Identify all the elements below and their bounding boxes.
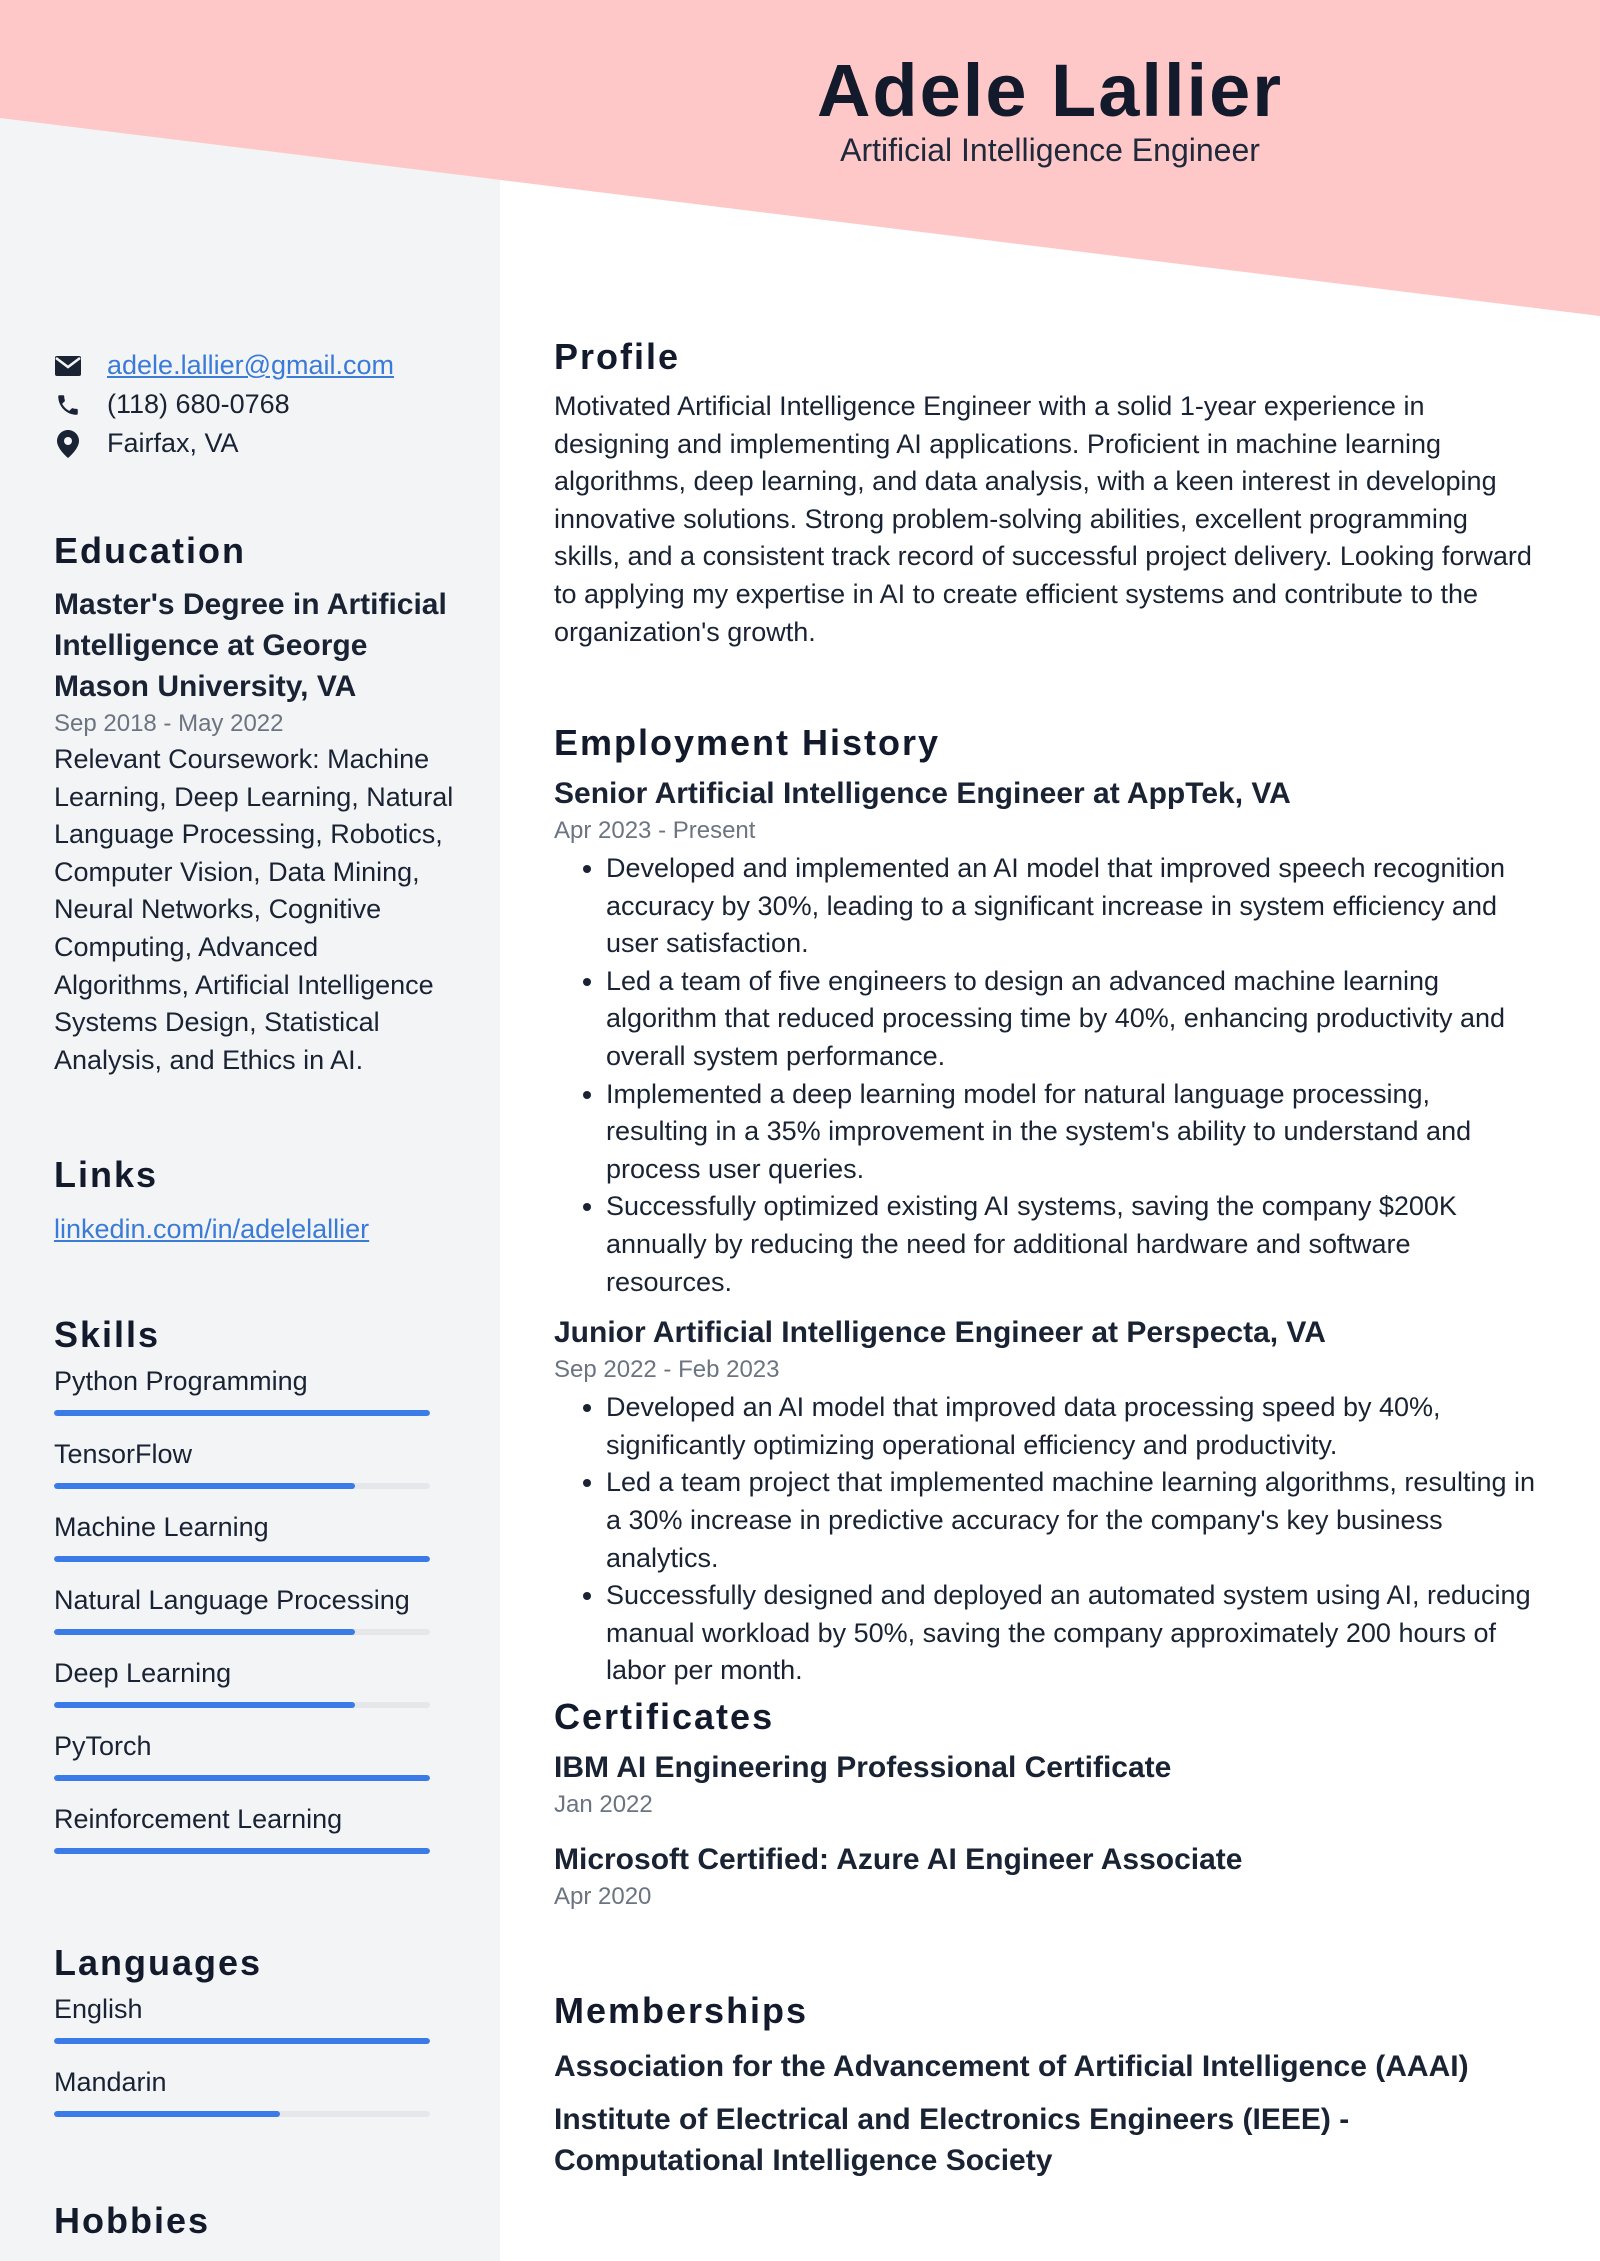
location-text: Fairfax, VA: [107, 428, 239, 458]
job-bullet: • Led a team of five engineers to design an advanced machine learning algorithm that reduced processing time by 40%, enhancing productivity and overall system performance.: [606, 963, 1539, 1076]
certificates-section: [554, 1694, 1539, 1914]
phone-icon: [54, 391, 82, 419]
contact-email-row: [54, 346, 454, 385]
job-title: Artificial Intelligence Engineer: [840, 132, 1260, 168]
hobbies-heading: Hobbies: [54, 2200, 211, 2241]
job-bullet: • Implemented a deep learning model for natural language processing, resulting in a 35% improvement in the system's ability to understand and process user queries.: [606, 1076, 1539, 1189]
envelope-icon: [54, 352, 82, 380]
language-level-bar: [54, 2038, 430, 2044]
job-entry-dates: Apr 2023 - Present: [554, 817, 756, 844]
skill-item: [54, 1504, 454, 1577]
skill-item: [54, 1796, 454, 1869]
languages-section: [54, 1940, 454, 2132]
skill-name: Natural Language Processing: [54, 1585, 410, 1615]
sidebar-background: [0, 0, 500, 2261]
contact-info: [54, 346, 454, 463]
certificate-date: Jan 2022: [554, 1791, 653, 1818]
job-bullet: • Successfully designed and deployed an automated system using AI, reducing manual workload by 50%, saving the company approximately 200 hours of labor per month.: [606, 1577, 1539, 1690]
skill-item: [54, 1577, 454, 1650]
education-heading: Education: [54, 530, 247, 571]
job-bullets: [554, 850, 1539, 1301]
skill-item: [54, 1723, 454, 1796]
skill-name: PyTorch: [54, 1731, 152, 1761]
memberships-section: [554, 1988, 1539, 2181]
job-bullet: • Successfully optimized existing AI systems, saving the company $200K annually by reducing the need for additional hardware and software resources.: [606, 1188, 1539, 1301]
map-pin-icon: [54, 430, 82, 458]
language-level-fill: [54, 2111, 280, 2117]
links-section: [54, 1152, 454, 1248]
skill-item: [54, 1358, 454, 1431]
job-entry: [554, 1313, 1539, 1690]
certificates-heading: Certificates: [554, 1696, 775, 1737]
skill-level-fill: [54, 1848, 430, 1854]
language-level-fill: [54, 2038, 430, 2044]
skill-level-fill: [54, 1483, 355, 1489]
skill-level-fill: [54, 1556, 430, 1562]
skill-name: Machine Learning: [54, 1512, 269, 1542]
skill-name: TensorFlow: [54, 1439, 193, 1469]
language-name: English: [54, 1994, 143, 2024]
certificate-date: Apr 2020: [554, 1883, 652, 1910]
certificate-item: [554, 1748, 1539, 1822]
skill-level-bar: [54, 1848, 430, 1854]
profile-text: Motivated Artificial Intelligence Engineer with a solid 1-year experience in designing and implementing AI applications. Proficient in machine learning algorithms, deep learning, and data analysis, with a keen interest in developing innovative solutions. Strong problem-solving abilities, excellent programming skills, and a consistent track record of successful project delivery. Looking forward to applying my expertise in AI to create efficient systems and contribute to the organization's growth.: [554, 391, 1532, 647]
job-entry-title: Junior Artificial Intelligence Engineer at Perspecta, VA: [554, 1316, 1326, 1350]
profile-heading: Profile: [554, 336, 681, 377]
membership-item: Institute of Electrical and Electronics Engineers (IEEE) - Computational Intelligence Society: [554, 2103, 1350, 2177]
job-bullet: • Developed an AI model that improved data processing speed by 40%, significantly optimizing operational efficiency and productivity.: [606, 1389, 1539, 1464]
skill-level-fill: [54, 1629, 355, 1635]
education-section: [54, 528, 454, 1079]
employment-section: [554, 720, 1539, 1690]
skill-item: [54, 1431, 454, 1504]
candidate-name: Adele Lallier: [816, 49, 1284, 132]
memberships-heading: Memberships: [554, 1990, 809, 2031]
hobbies-section: [54, 2198, 454, 2244]
skill-level-fill: [54, 1775, 430, 1781]
language-item: [54, 1986, 454, 2059]
skill-level-fill: [54, 1702, 355, 1708]
phone-text: (118) 680-0768: [107, 389, 290, 419]
job-entry-dates: Sep 2022 - Feb 2023: [554, 1356, 780, 1384]
skill-level-bar: [54, 1629, 430, 1635]
language-item: [54, 2059, 454, 2132]
links-heading: Links: [54, 1154, 159, 1195]
job-bullet: • Led a team project that implemented machine learning algorithms, resulting in a 30% increase in predictive accuracy for the company's key business analytics.: [606, 1464, 1539, 1577]
job-bullets: [554, 1389, 1539, 1690]
job-entry: [554, 774, 1539, 1301]
email-link[interactable]: adele.lallier@gmail.com: [107, 350, 395, 380]
skill-name: Python Programming: [54, 1366, 308, 1396]
skill-level-bar: [54, 1556, 430, 1562]
job-bullet: • Developed and implemented an AI model that improved speech recognition accuracy by 30%, leading to a significant increase in system efficiency and user satisfaction.: [606, 850, 1539, 963]
certificate-item: [554, 1840, 1539, 1914]
skills-heading: Skills: [54, 1314, 161, 1355]
contact-phone-row: [54, 385, 454, 424]
languages-heading: Languages: [54, 1942, 263, 1983]
language-name: Mandarin: [54, 2067, 167, 2097]
certificate-name: IBM AI Engineering Professional Certificate: [554, 1751, 1172, 1784]
membership-item: Association for the Advancement of Artificial Intelligence (AAAI): [554, 2050, 1469, 2083]
education-dates: Sep 2018 - May 2022: [54, 710, 284, 737]
skill-item: [54, 1650, 454, 1723]
skills-section: [54, 1312, 454, 1869]
education-details: Relevant Coursework: Machine Learning, Deep Learning, Natural Language Processing, Robotics, Computer Vision, Data Mining, Neural Networks, Cognitive Computing, Advanced Algorithms, Artificial Intelligence Systems Design, Statistical Analysis, and Ethics in AI.: [54, 744, 454, 1075]
certificate-name: Microsoft Certified: Azure AI Engineer Associate: [554, 1843, 1243, 1876]
job-entry-title: Senior Artificial Intelligence Engineer at AppTek, VA: [554, 777, 1291, 810]
skill-level-fill: [54, 1410, 430, 1416]
linkedin-link[interactable]: linkedin.com/in/adelelallier: [54, 1214, 370, 1244]
skill-level-bar: [54, 1410, 430, 1416]
skill-name: Deep Learning: [54, 1658, 232, 1688]
skill-level-bar: [54, 1775, 430, 1781]
education-degree: Master's Degree in Artificial Intelligence at George Mason University, VA: [54, 588, 447, 703]
skill-level-bar: [54, 1702, 430, 1708]
profile-section: [554, 334, 1539, 651]
skill-level-bar: [54, 1483, 430, 1489]
employment-heading: Employment History: [554, 722, 941, 763]
contact-location-row: [54, 424, 454, 463]
language-level-bar: [54, 2111, 430, 2117]
skill-name: Reinforcement Learning: [54, 1804, 343, 1834]
